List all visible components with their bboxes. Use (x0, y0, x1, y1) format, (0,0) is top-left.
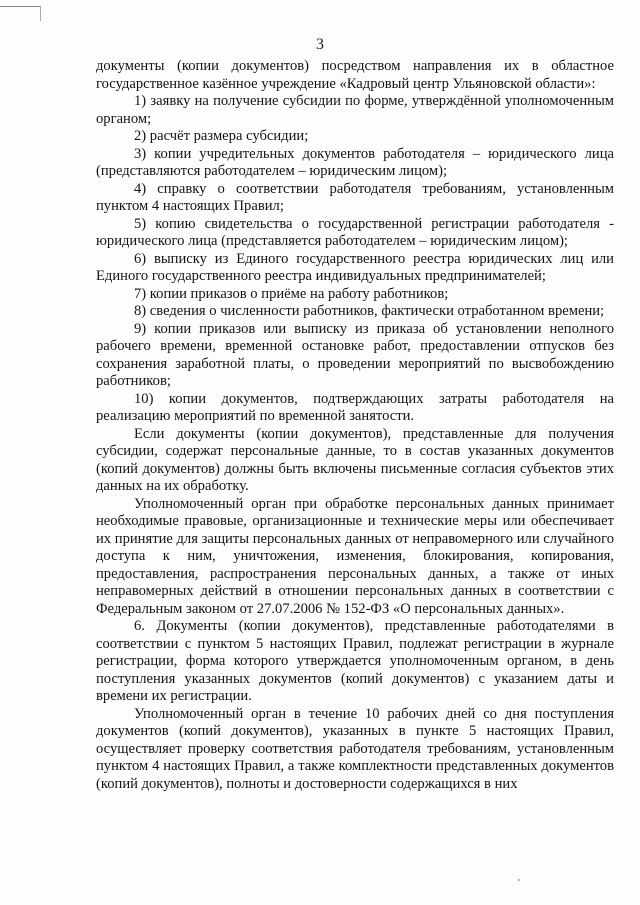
paragraph-intro: документы (копии документов) посредством направления их в областное государственное казённое учреждение «Кадровый центр Ульяновской области»: (96, 58, 614, 92)
document-body (96, 58, 614, 793)
list-item-6: 6) выписку из Единого государственного реестра юридических лиц или Единого государственного реестра индивидуальных предпринимателей; (96, 250, 614, 284)
list-item-5: 5) копию свидетельства о государственной регистрации работодателя - юридического лица (представляется работодателем – юридическим лицом); (96, 215, 614, 249)
paragraph-personal-data-consent: Если документы (копии документов), представленные для получения субсидии, содержат персональные данные, то в состав указанных документов (копий документов) должны быть включены письменные согласия субъектов этих данных на их обработку. (96, 425, 614, 494)
list-item-3: 3) копии учредительных документов работодателя – юридического лица (представляются работодателем – юридическим лицом); (96, 145, 614, 179)
paragraph-verification: Уполномоченный орган в течение 10 рабочих дней со дня поступления документов (копий документов), указанных в пункте 5 настоящих Правил, осуществляет проверку соответствия работодателя требованиям, установленным пунктом 4 настоящих Правил, а также комплектности представленных документов (копий документов), полноты и достоверности содержащихся в них (96, 705, 614, 792)
list-item-9: 9) копии приказов или выписку из приказа об установлении неполного рабочего времени, временной остановке работ, предоставлении отпусков без сохранения заработной платы, о проведении мероприятий по высвобождению работников; (96, 320, 614, 389)
scan-speck (518, 879, 520, 881)
list-item-10: 10) копии документов, подтверждающих затраты работодателя на реализацию мероприятий по временной занятости. (96, 390, 614, 424)
paragraph-section-6: 6. Документы (копии документов), представленные работодателями в соответствии с пунктом 5 настоящих Правил, подлежат регистрации в журнале регистрации, форма которого утверждается уполномоченным органом, в день поступления указанных документов (копий документов) с указанием даты и времени их регистрации. (96, 618, 614, 704)
list-item-1: 1) заявку на получение субсидии по форме, утверждённой уполномоченным органом; (96, 93, 614, 127)
page-number: 3 (316, 36, 324, 53)
list-item-8: 8) сведения о численности работников, фактически отработанном времени; (134, 303, 605, 319)
scan-corner-mark (0, 6, 41, 21)
list-item-7: 7) копии приказов о приёме на работу работников; (134, 285, 449, 302)
list-item-2: 2) расчёт размера субсидии; (134, 128, 309, 144)
paragraph-personal-data-protection: Уполномоченный орган при обработке персональных данных принимает необходимые правовые, организационные и технические меры или обеспечивает их принятие для защиты персональных данных от неправомерного или случайного доступа к ним, уничтожения, изменения, блокирования, копирования, предоставления, распространения персональных данных, а также от иных неправомерных действий в отношении персональных данных в соответствии с Федеральным законом от 27.07.2006 № 152-ФЗ «О персональных данных». (96, 495, 614, 617)
list-item-4: 4) справку о соответствии работодателя требованиям, установленным пунктом 4 настоящих Правил; (96, 180, 614, 214)
